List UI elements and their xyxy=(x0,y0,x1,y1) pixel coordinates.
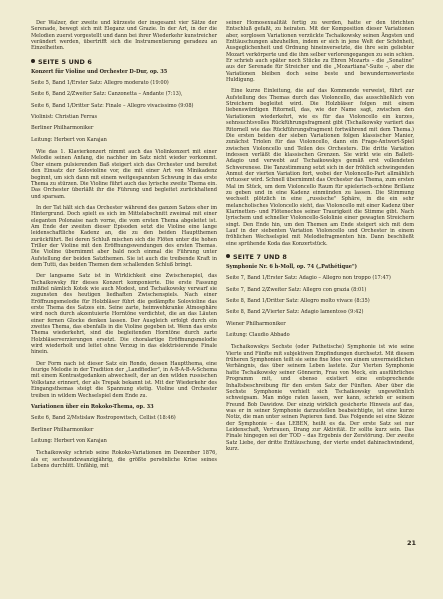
paragraph: In der Tat hält sich das Orchester während des ganzen Satzes eher im Hintergrund. Doch spielt es sich im Mittelabschnitt zweimal mit einer eleganten Polonaise nach vorne, die vom ersten Thema abgeleitet ist. Am Ende der zweiten dieser Episoden setzt die Violine eine lange leidenschaftliche Kadenz an, die zu den beiden Hauptthemen zurückführt. Bei deren Schluß mischen sich die Flöten unter die hohen Triller der Violine mit den Eröffnungswendungen des ersten Themas. Die Violine übernimmt aber bald noch einmal die Führung unter Aufstellung der beiden Satzthemen. Sie ist auch die treibende Kraft in dem Tutti, das beiden Themen dem schallenden Schluß bringt. xyxy=(31,204,217,268)
meta-line: Leitung: Herbert von Karajan xyxy=(31,437,107,444)
meta-line: Leitung: Claudio Abbado xyxy=(226,332,290,339)
paragraph: Der Form nach ist dieser Satz ein Rondo, dessen Hauptthema, eine feurige Melodie in der Tradition der „Landfiedler", in A-B-A-B-A-Schema mit einem Kontrastgedanken abwechselt, der an den wilden russischen Volkstanz erinnert, der als Trepak bekannt ist. Mit der Wiederkehr des Eingangsthemas steigt die Spannung stetig. Violine und Orchester treiben in wildem Wechselspiel dem Ende zu. xyxy=(31,360,217,399)
section-heading-label: SEITE 7 UND 8 xyxy=(233,253,288,262)
work-title: Symphonie Nr. 6 h-Moll, op. 74 („Pathétique") xyxy=(226,264,357,271)
page-number: 21 xyxy=(407,539,417,547)
meta-line: Seite 6, Band 2/Zweiter Satz: Canzonetta – Andante (7:13), xyxy=(31,91,183,98)
paragraph: Der langsame Satz ist in Wirklichkeit eine Zwischenspiel, das Tschaikowsky für dieses Konzert komponierte. Die erste Fassung mißfiel nämlich Kotek wie auch Modest, und Tschaikowsky verwarf sie zugunsten des heutigen liedhaften Zwischenspiels. Nach einer Eröffnungsmelodie für Holzbläser führt die gedämpfte Solovioline das erste Thema des Satzes ein. Seine zarte, heimwehkranke Atmosphäre wird noch durch akzentuierte Horntöne verdichtet, die an das Läuten einer fernen Glocke denken lassen. Der Ausgleich erfolgt durch ein zweites Thema, das ebenfalls in die Violine gegeben ist. Wenn das erste Thema wiederkehrt, sind die begleitenden Horntöne durch zarte Holzbläserverzierungen ersetzt. Die choralartige Eröffnungsmelodie wird wiederholt und leitet ohne Verzug in das elektrisierende Finale hinein. xyxy=(31,273,217,356)
meta-line: Seite 5, Band 1/Erster Satz: Allegro moderato (19:00) xyxy=(31,80,169,87)
bullet-icon xyxy=(31,59,35,63)
bullet-icon xyxy=(226,254,230,258)
section-heading-label: SEITE 5 UND 6 xyxy=(38,57,93,66)
meta-line: Leitung: Herbert von Karajan xyxy=(31,136,107,143)
work-meta xyxy=(31,415,217,444)
meta-line: Berliner Philharmoniker xyxy=(31,125,94,132)
work-title: Variationen über ein Rokoko-Thema, op. 33 xyxy=(31,403,154,410)
section-heading-5-6 xyxy=(31,58,217,66)
work-title: Konzert für Violine und Orchester D-Dur, op. 35 xyxy=(31,68,168,75)
left-column xyxy=(31,20,217,474)
meta-line: Violinist: Christian Ferras xyxy=(31,114,98,121)
paragraph: Der Walzer, der zweite und kürzeste der insgesamt vier Sätze der Serenade, bewegt sich mit Eleganz und Grazie. In der Art, in der die Melodien zuerst vorgestellt und dann bei ihrer Wiederkehr kunstreicher verändert werden, übertrifft sich die Instrumentierung geradezu an Einzelheiten. xyxy=(31,20,217,52)
meta-line: Seite 7, Band 2/Zweiter Satz: Allegro con grazia (8:01) xyxy=(226,286,367,293)
paragraph: Tschaikowsky schrieb seine Rokoko-Variationen im Dezember 1876, als er, sechsundzwanzigjährig, die größte persönliche Krise seines Lebens durchlitt. Unfähig, mit xyxy=(31,450,217,469)
paragraph: Eine kurze Einleitung, die auf das Kommende verweist, führt zur Aufstellung des Themas durch das Violoncello, das ausschließlich von Streichern begleitet wird. Die Holzbläser folgen mit einem liebenswürdigen Ritornell, das, wie der Name sagt, zwischen den Variationen wiederkehrt, wie es für das Violoncello ein kurzes, sehnsuchtsvolles Rückführungsfragment gibt (Tschaikowsky variiert das Ritornell wie das Rückführungsfragment fortwährend mit dem Thema.) Die ersten beiden der sieben Variationen folgen klassischer Manier, zunächst Triolen für das Violoncello, dann ein Frage-Antwort-Spiel zwischen Violoncello und Teilen des Orchesters. Die dritte Variation indessen verläßt die klassischen Grenzen. Sie wirkt wie ein Ballett-Adagio und verwebt auf Tschaikowskys gemäß erst vollendeten Schwerenese. Die Tanzstimmung setzt sich in der fröhlich schwingenden Anmut der vierten Variation fort, wobei der Violoncello-Part allmählich virtuoser wird. Schnell übernimmt das Orchester das Thema, zum ersten Mal im Stück, um dem Violoncello Raum für spielerisch-schöne Brillanz zu geben und in eine Kadenz einmünden zu lassen. Die Stimmung wechselt plötzlich in eine „russische" Sphäre, in die ein sehr melancholisches Violoncello sieht, das Violoncello mit einer Kadenz über Klarinetten- und Flötenechos seiner Traurigkeit die Stimme gibt. Nach lyrischem und schneller Violoncello-Sololinie einer gewagten Streichern singt. Den Ende hin, um den Themen am Ende steigert sich mit dem Lauf in der siebenten Variation Violoncello und Orchester in einem fröhlichen Wechselspiel mit Melodiefragmenten hin. Dann beschließt eine sprühende Koda das Konzertstück. xyxy=(226,88,414,247)
paragraph: Tschaikowskys Sechste (oder Pathetische) Symphonie ist wie seine Vierte und Fünfte mit subjektiven Empfindungen durchsetzt. Mit diesem früheren Symphonien teilt sie seine fixe Idee von einem unvermeidlichen Verhängnis, das über seinem Leben lastete. Zur Vierten Symphonie hatte Tschaikowsky seiner Gönnerin, Frau von Meck, ein ausführliches Programm mit, und ebenso existiert eine entsprechende Inhaltsbeschreibung für den ersten Satz der Fünften. Aber über die Sechste Symphonie verhielt sich Tschaikowsky ungewöhnlich schweigsam. Man möge raten lassen, wer kann, schrieb er seinem Freund Bob Dawidow. Der einzig wirklich gesicherte Hinweis auf das, was er in seiner Symphonie darzustellen beabsichtigte, ist eine kurze Notiz, die man unter seinen Papieren fand. Das Folgende sei eine Skizze der Symphonie – das LEBEN, heißt es da. Der erste Satz sei nur Leidenschaft, Vertrauen, Drang zur Aktivität. Er sollte kurz sein. Das Finale hingegen sei der TOD – das Ergebnis der Zerstörung. Der zweite Satz Liebe, der dritte Enttäuschung, der vierte endet dahinschwindend, kurz. xyxy=(226,344,414,452)
meta-line: Seite 6, Band 2/Mstislaw Rostropowitsch, Cellist (18:46) xyxy=(31,415,176,422)
right-column xyxy=(226,20,414,457)
meta-line: Wiener Philharmoniker xyxy=(226,320,286,327)
meta-line: Berliner Philharmoniker xyxy=(31,426,94,433)
section-heading-7-8 xyxy=(226,253,414,261)
meta-line: Seite 6, Band 1/Dritter Satz: Finale – Allegro vivacissimo (9:08) xyxy=(31,102,194,109)
meta-line: Seite 8, Band 2/Vierter Satz: Adagio lamentoso (9:42) xyxy=(226,309,364,316)
paragraph: Wie das 1. Klavierkonzert nimmt auch das Violinkonzert mit einer Melodie seinen Anfang, die nachher im Satz nicht wieder vorkommt. Über einem pulsierenden Baß steigert sich das Orchester und bereitet den Einsatz der Solovioline vor, die mit einer Art von Minikadenz beginnt, um sich dann mit einem weitgespannten Schwung in das erste Thema zu stürzen. Die Violine führt auch das lyrische zweite Thema ein. Das Orchester überläßt ihr die Führung und begleitet zurückhaltend und sparsam. xyxy=(31,149,217,200)
work-meta xyxy=(226,275,414,338)
paragraph: seiner Homosexualität fertig zu werden, hatte er den törichten Entschluß gefaßt, zu heiraten. Mit der Komposition dieser Variationen aber, sorglosen Variationen verzückte Tschaikowsky seinen Ängsten und Enttäuschungen abzuhelfen, indem er sich in jene Welt der Schönheit, Ausgeglichenheit und Ordnung hineinversetzte, die ihre sein geliebter Mozart verkörperte und die ihm selber verlorengegangen zu sein schien. Er schrieb auch später noch Stücke zu Ehren Mozarts – die „Sonatine" aus der Serenade für Streicher und die „Mozartiana"-Suite –, aber die Variationen bleiben doch seine beste und bewundernswerteste Huldigung. xyxy=(226,20,414,84)
meta-line: Seite 8, Band 1/Dritter Satz: Allegro molto vivace (8:35) xyxy=(226,298,370,305)
meta-line: Seite 7, Band 1/Erster Satz: Adagio – Allegro non troppo (17:47) xyxy=(226,275,391,282)
work-meta xyxy=(31,80,217,143)
